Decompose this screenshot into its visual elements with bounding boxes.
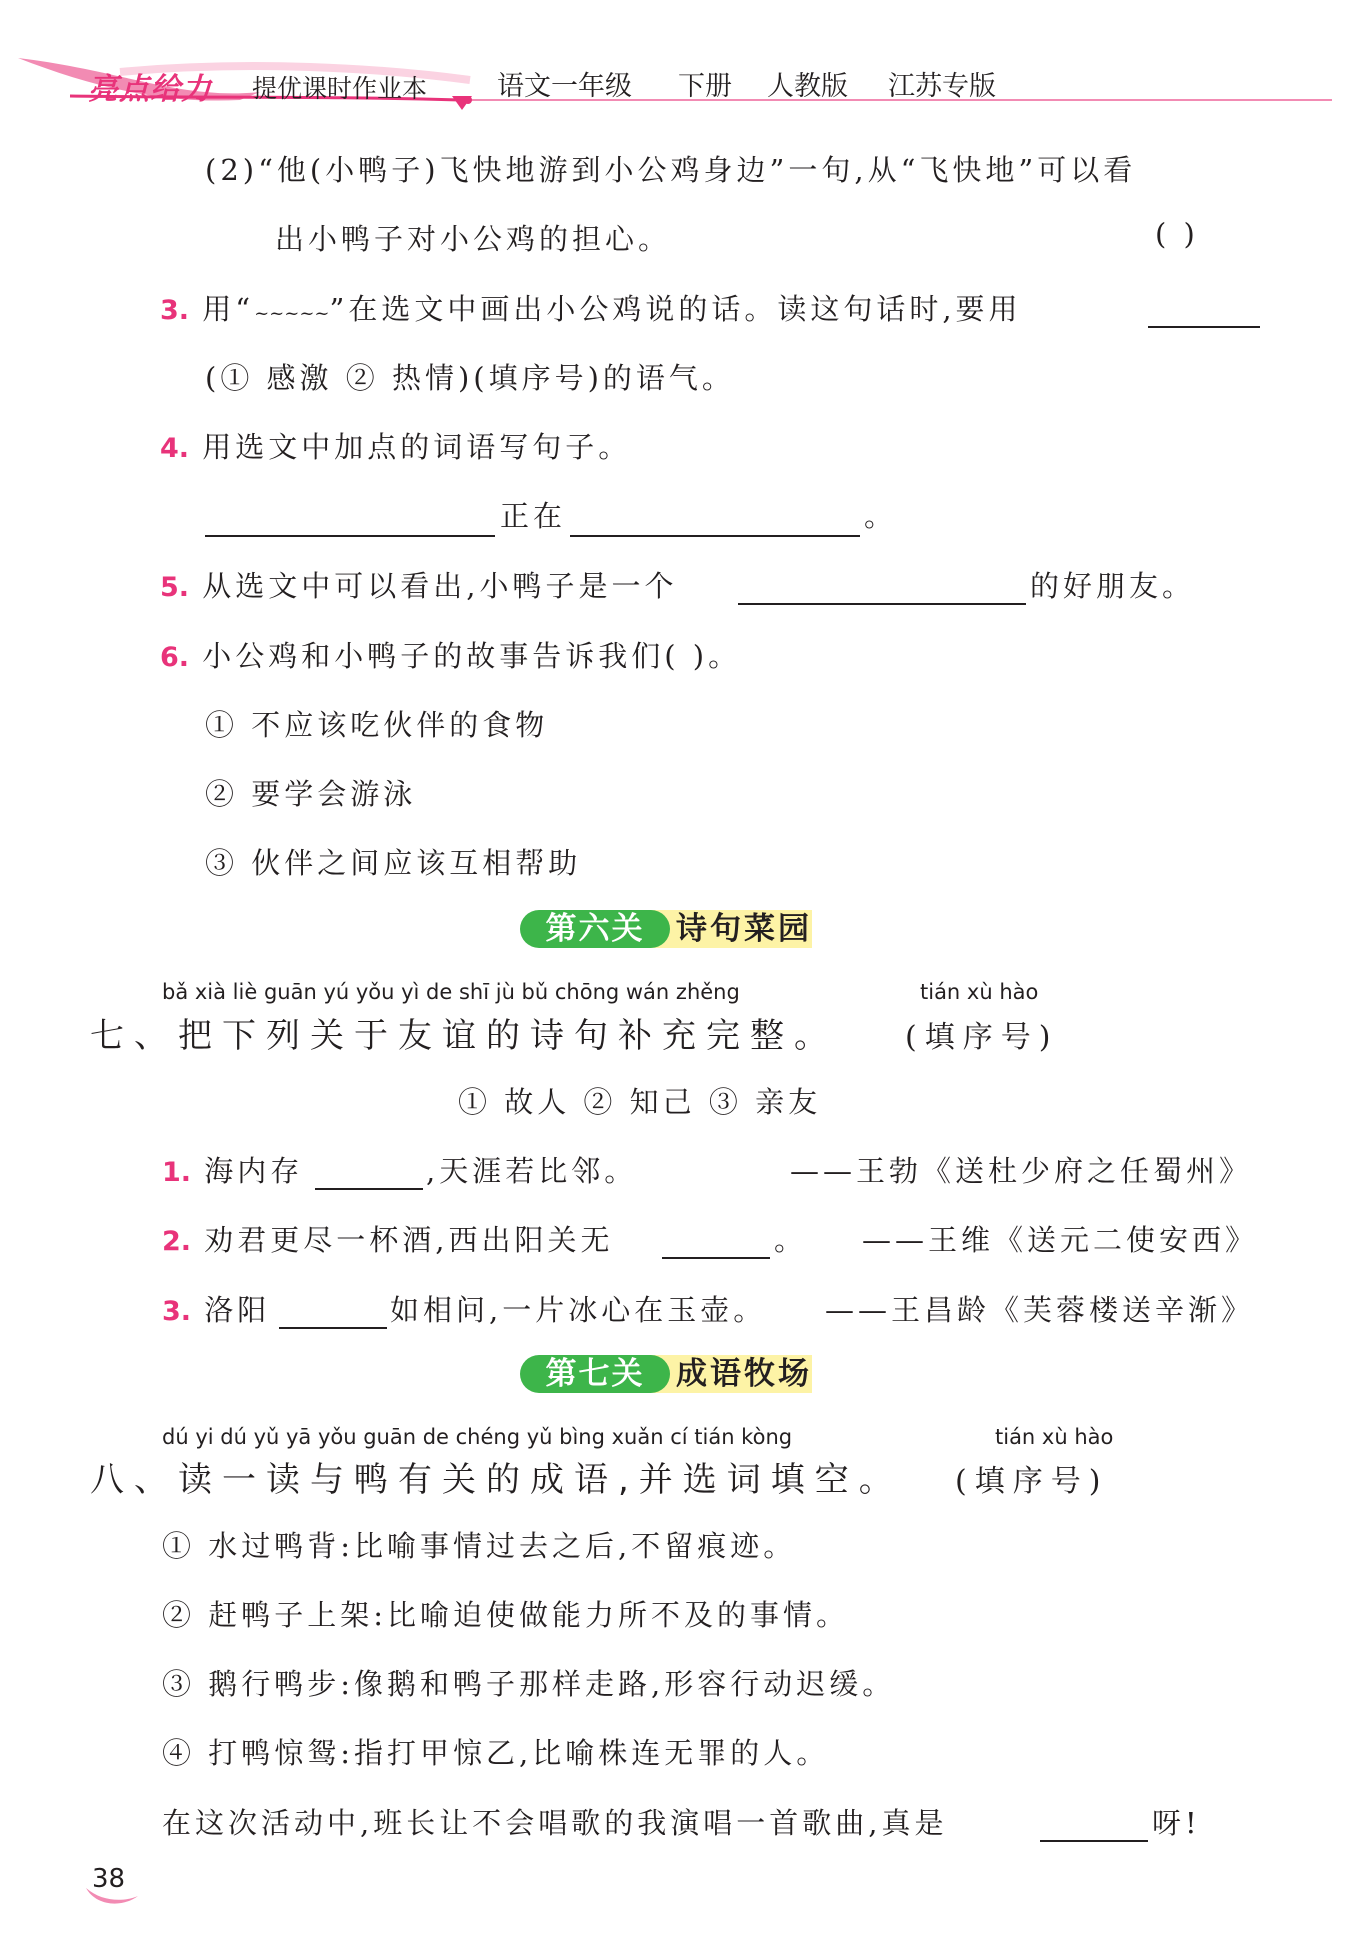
question-6: 6. 小公鸡和小鸭子的故事告诉我们( )。: [160, 639, 742, 673]
poem-line-1-tail: ,天涯若比邻。: [426, 1154, 638, 1188]
poem-line-1: 1. 海内存: [162, 1154, 304, 1188]
answer-blank[interactable]: [1148, 296, 1260, 328]
q2-item2-line2: 出小鸭子对小公鸡的担心。: [275, 222, 672, 256]
question-number: 3.: [162, 1296, 192, 1327]
question-8-pinyin: dú yi dú yǔ yā yǒu guān de chéng yǔ bìng xuǎn cí tián kòng: [162, 1425, 793, 1449]
question-4: 4. 用选文中加点的词语写句子。: [160, 430, 632, 464]
section-name: 成语牧场: [652, 1355, 812, 1393]
poem-source-1: ——王勃《送杜少府之任蜀州》: [790, 1154, 1253, 1188]
option-1: ① 不应该吃伙伴的食物: [205, 708, 549, 742]
edition: 人教版: [767, 71, 848, 102]
poem-source-3: ——王昌龄《芙蓉楼送辛渐》: [825, 1293, 1255, 1327]
subject-grade: 语文一年级: [497, 71, 632, 102]
section-name: 诗句菜园: [652, 910, 812, 948]
question-number: 4.: [160, 433, 190, 464]
idiom-3: ③ 鹅行鸭步:像鹅和鸭子那样走路,形容行动迟缓。: [162, 1667, 896, 1701]
page-header: [0, 0, 1350, 125]
idiom-1: ① 水过鸭背:比喻事情过去之后,不留痕迹。: [162, 1529, 797, 1563]
wavy-line-symbol: ~~~~~: [254, 303, 330, 324]
question-7-instruction: (填序号): [905, 1020, 1059, 1055]
question-7-pinyin: bǎ xià liè guān yú yǒu yì de shī jù bǔ chōng wán zhěng: [162, 980, 740, 1004]
word-choices: ① 故人 ② 知己 ③ 亲友: [458, 1085, 822, 1119]
series-title: 提优课时作业本: [252, 74, 428, 103]
answer-blank[interactable]: [315, 1158, 423, 1190]
section-banner-7: [520, 1355, 820, 1395]
question-7-title: 七、把下列关于友谊的诗句补充完整。: [90, 1016, 838, 1056]
answer-blank[interactable]: [279, 1297, 387, 1329]
answer-blank[interactable]: [570, 505, 860, 537]
question-7-pinyin-tail: tián xù hào: [920, 980, 1039, 1004]
option-3: ③ 伙伴之间应该互相帮助: [205, 846, 582, 880]
answer-blank[interactable]: [662, 1227, 770, 1259]
section-badge: 第六关: [520, 910, 670, 948]
region: 江苏专版: [888, 71, 996, 102]
question-8-instruction: (填序号): [955, 1464, 1109, 1499]
question-number: 2.: [162, 1226, 192, 1257]
fill-in-sentence-tail: 呀!: [1152, 1806, 1201, 1840]
poem-line-3: 3. 洛阳: [162, 1293, 271, 1327]
q2-item2-line1: (2)“他(小鸭子)飞快地游到小公鸡身边”一句,从“飞快地”可以看: [205, 153, 1137, 187]
poem-line-2: 2. 劝君更尽一杯酒,西出阳关无: [162, 1223, 614, 1257]
answer-blank[interactable]: [205, 505, 495, 537]
section-badge: 第七关: [520, 1355, 670, 1393]
fill-in-sentence: 在这次活动中,班长让不会唱歌的我演唱一首歌曲,真是: [162, 1806, 948, 1840]
question-3: 3. 用“~~~~~”在选文中画出小公鸡说的话。读这句话时,要用: [160, 292, 1022, 326]
answer-blank[interactable]: [738, 573, 1026, 605]
answer-bracket[interactable]: ( ): [1155, 217, 1199, 251]
question-8-pinyin-tail: tián xù hào: [995, 1425, 1114, 1449]
poem-line-2-tail: 。: [774, 1223, 808, 1257]
option-2: ② 要学会游泳: [205, 777, 417, 811]
poem-line-3-tail: 如相问,一片冰心在玉壶。: [390, 1293, 767, 1327]
idiom-2: ② 赶鸭子上架:比喻迫使做能力所不及的事情。: [162, 1598, 849, 1632]
idiom-4: ④ 打鸭惊鸳:指打甲惊乙,比喻株连无罪的人。: [162, 1736, 830, 1770]
brand-logo-text: 亮点给力: [88, 72, 212, 107]
answer-blank[interactable]: [1040, 1810, 1148, 1842]
question-3-line2: (① 感激 ② 热情)(填序号)的语气。: [205, 361, 735, 395]
question-5-tail: 的好朋友。: [1030, 569, 1196, 603]
section-banner-6: [520, 910, 820, 950]
question-number: 6.: [160, 642, 190, 673]
question-5: 5. 从选文中可以看出,小鸭子是一个: [160, 569, 678, 603]
volume: 下册: [678, 71, 732, 102]
question-number: 5.: [160, 572, 190, 603]
sentence-middle-word: 正在: [500, 499, 567, 533]
question-number: 1.: [162, 1157, 192, 1188]
poem-source-2: ——王维《送元二使安西》: [862, 1223, 1259, 1257]
question-8-title: 八、读一读与鸭有关的成语,并选词填空。: [90, 1460, 903, 1500]
sentence-end-mark: 。: [864, 499, 898, 533]
page-number: 38: [92, 1864, 126, 1894]
question-number: 3.: [160, 295, 190, 326]
